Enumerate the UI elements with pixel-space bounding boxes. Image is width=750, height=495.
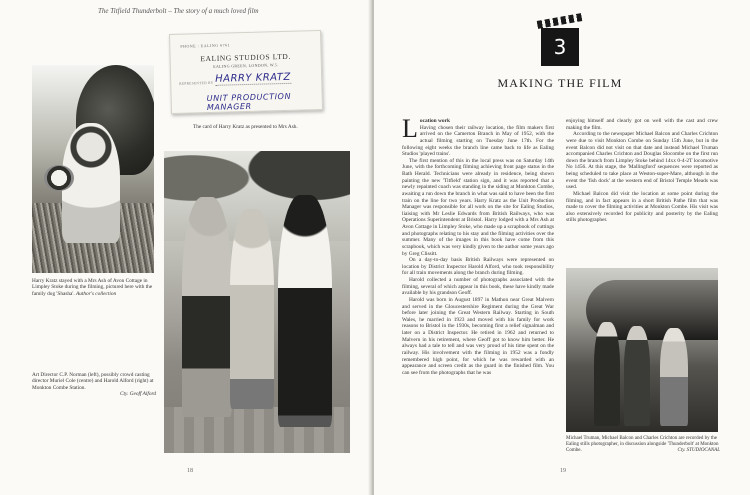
drop-cap: L <box>402 114 418 143</box>
photo-person-centre <box>230 209 274 409</box>
photo-thunderbolt-discussion <box>566 268 718 432</box>
col1-paragraph-2: The first mention of this in the local press was on Saturday 14th June, with the forthcoming filming achieving front page status in the Bath Herald. Technicians were already in residence, being shown painting the new 'Titfield' station sign, and it was reported that a newly repainted coach was standing in the siding at Monkton Combe, awaiting a run down the branch in what was said to have been the first train on the line for two years. Harry Kratz as the Unit Production Manager was responsible for all work on the site for Ealing Studios, liaising with Mr Leslie Edwards from British Railways, who was Operations Superintendent at Bristol. Harry lodged with a Mrs Ash at Avon Cottage in Limpley Stoke, who made up a scrapbook of cuttings and photographs relating to his stay and the filming activities over the summer. Many of the images in this book have come from this scrapbook, which was very kindly given to the author some years ago by Greg Clissitt. <box>402 157 554 257</box>
photo3-credit: Cty. STUDIOCANAL <box>677 448 720 453</box>
col1-paragraph-3: On a day-to-day basis British Railways were represented on location by District Inspector Harold Alford, who took responsibility for all train movements along the branch during filming. <box>402 257 554 277</box>
card-handwritten-name: HARRY KRATZ <box>215 71 291 85</box>
card-address: EALING GREEN, LONDON, W.5. <box>213 62 279 69</box>
photo1-caption <box>32 278 154 297</box>
business-card <box>169 30 323 114</box>
card-caption: The card of Harry Kratz as presented to Mrs Ash. <box>193 124 298 130</box>
section-heading: ocation work <box>419 118 450 124</box>
page-number-left: 18 <box>187 468 193 474</box>
card-company: EALING STUDIOS LTD. <box>200 51 291 64</box>
col1-paragraph-5: Harold was born in August 1897 in Mathon near Great Malvern and served in the Gloucestershire Regiment during the Great War before later joining the Great Western Railway. Starting in South Wales, he married in 1923 and moved with his family for work reasons to Bristol in the 1930s, becoming first a relief signalman and later on a District Inspector. He retired in 1962 and returned to Malvern in his retirement, where Geoff got to know him better. He always had a tale to tell and was very proud of his time spent on the railway. His involvement with the filming in 1952 was a fondly remembered high point, for which he was rewarded with an appearance and screen credit as the guard in the finished film. You can see from the photographs that he was <box>402 296 554 376</box>
col2-paragraph-1: enjoying himself and clearly got on well with the cast and crew making the film. <box>566 118 718 131</box>
photo1-caption-text: Harry Kratz stayed with a Mrs Ash of Avon Cottage in Limpley Stoke during the filming, pictured here with the family dog 'Shasha'. <box>32 278 153 297</box>
chapter-title: MAKING THE FILM <box>497 76 623 90</box>
col2-paragraph-2: According to the newspaper Michael Balcon and Charles Crichton were due to visit Monkton Combe on Sunday 15th June, but in the event Balcon did not visit on that date and instead Michael Truman accompanied Charles Crichton and Douglas Slocombe on the first run down the branch from Limpley Stoke behind 14xx 0-4-2T locomotive No 1456. At this stage, the 'Mallingford' sequences were reported as being scheduled to take place at Weston-super-Mare, although in the event the 'fish dock' at the western end of Bristol Temple Meads was used. <box>566 131 718 191</box>
text-column-2 <box>566 118 718 224</box>
photo2-credit: Cty. Geoff Alford <box>119 391 156 398</box>
photo-dog <box>44 165 74 191</box>
card-represented-by: REPRESENTED BY <box>179 80 214 86</box>
photo-person-balcon <box>624 326 650 426</box>
photo2-caption <box>32 372 156 398</box>
left-page <box>0 0 372 495</box>
photo1-credit: Author's collection <box>76 290 117 297</box>
photo-station-group <box>164 151 350 453</box>
col1-paragraph-1 <box>402 114 554 158</box>
photo-person-crichton <box>660 328 688 426</box>
photo-harry-kratz-with-dog <box>32 65 154 273</box>
photo2-caption-text: Art Director C.P. Norman (left), possibly crowd casting director Muriel Cole (centre) and Harold Alford (right) at Monkton Combe Station. <box>32 372 154 391</box>
photo-person-left <box>182 197 232 417</box>
col1-p1-text: Having chosen their railway location, the film makers first arrived on the Camerton Branch in May of 1952, with the actual filming starting on Tuesday June 17th. For the following eight weeks the branch line came back to life as Ealing Studios 'played trains'. <box>402 124 554 158</box>
photo-person-truman <box>594 322 620 426</box>
photo3-caption <box>566 436 720 454</box>
chapter-number-box: 3 <box>541 28 579 66</box>
col1-paragraph-4: Harold collected a number of photographs associated with the filming, several of which appear in this book, these have kindly made available by his grandson Geoff. <box>402 277 554 297</box>
card-handwritten-title: UNIT PRODUCTION MANAGER <box>206 91 292 113</box>
photo3-caption-text: Michael Truman, Michael Balcon and Charles Crichton are recorded by the Ealing stills photographer, in discussion alongside 'Thunderbolt' at Monkton Combe. <box>566 436 719 453</box>
running-head: The Titfield Thunderbolt – The story of a much loved film <box>98 7 259 15</box>
col2-paragraph-3: Michael Balcon did visit the location at some point during the filming, and in fact appears in a short British Pathe film that was made to cover the filming activities at Monkton Combe. His visit was also extensively recorded for publicity and posterity by the Ealing stills photographer. <box>566 190 718 224</box>
photo-person-right <box>278 195 332 427</box>
text-column-1 <box>402 114 554 376</box>
page-number-right: 19 <box>560 468 566 474</box>
card-phone: PHONE : EALING 6761 <box>180 42 231 49</box>
